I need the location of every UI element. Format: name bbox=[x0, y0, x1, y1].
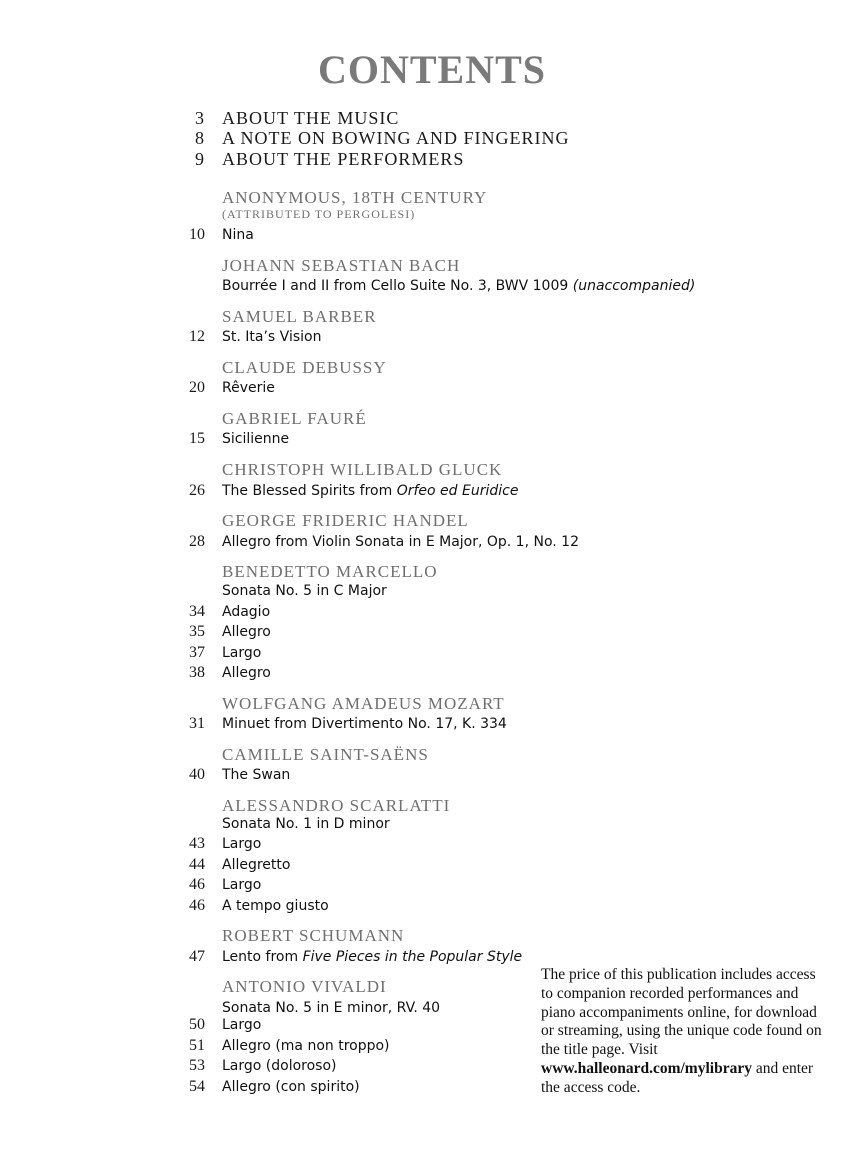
work-title: Sonata No. 5 in C Major bbox=[222, 583, 387, 599]
page-number: 47 bbox=[189, 948, 205, 965]
page-number: 15 bbox=[189, 430, 205, 447]
composer-name: ALESSANDRO SCARLATTI bbox=[222, 796, 451, 815]
piece-title: Largo (doloroso) bbox=[222, 1058, 337, 1074]
piece-title: Largo bbox=[222, 645, 262, 661]
piece-title: Adagio bbox=[222, 604, 271, 620]
piece-title: Allegro (ma non troppo) bbox=[222, 1038, 390, 1054]
composer-name: SAMUEL BARBER bbox=[222, 307, 377, 326]
piece-title: Nina bbox=[222, 227, 254, 243]
page-number: 34 bbox=[189, 603, 205, 620]
page-number: 43 bbox=[189, 835, 205, 852]
piece-title: Largo bbox=[222, 877, 262, 893]
piece-title: A tempo giusto bbox=[222, 898, 329, 914]
page-number: 10 bbox=[189, 226, 205, 243]
page-number: 12 bbox=[189, 328, 205, 345]
page-number: 35 bbox=[189, 623, 205, 640]
piece-title-italic: (unaccompanied) bbox=[572, 278, 696, 294]
page-number: 3 bbox=[195, 108, 205, 128]
entry-title: ABOUT THE MUSIC bbox=[222, 108, 400, 128]
page-number: 46 bbox=[189, 876, 205, 893]
piece-title: Allegro (con spirito) bbox=[222, 1079, 360, 1095]
composer-name: CAMILLE SAINT-SAËNS bbox=[222, 745, 429, 764]
composer-attribution: (ATTRIBUTED TO PERGOLESI) bbox=[222, 207, 416, 221]
piece-title: Minuet from Divertimento No. 17, K. 334 bbox=[222, 716, 507, 732]
piece-title: Bourrée I and II from Cello Suite No. 3, BWV 1009 bbox=[222, 278, 569, 294]
page-number: 8 bbox=[195, 128, 205, 148]
piece-title: Allegro from Violin Sonata in E Major, Op. 1, No. 12 bbox=[222, 534, 579, 550]
work-title: Sonata No. 5 in E minor, RV. 40 bbox=[222, 1000, 441, 1016]
page-number: 26 bbox=[189, 482, 205, 499]
piece-title: The Blessed Spirits from bbox=[222, 483, 393, 499]
composer-name: CLAUDE DEBUSSY bbox=[222, 358, 387, 377]
access-note-text: The price of this publication includes access to companion recorded performances and piano accompaniments online, for download or streaming, using the unique code found on the title page. Visit bbox=[541, 966, 822, 1059]
piece-title-italic: Orfeo ed Euridice bbox=[396, 483, 519, 499]
composer-name: BENEDETTO MARCELLO bbox=[222, 562, 438, 581]
page-number: 38 bbox=[189, 664, 205, 681]
piece-title: Allegro bbox=[222, 624, 271, 640]
page-number: 46 bbox=[189, 897, 205, 914]
access-note bbox=[541, 966, 831, 1098]
piece-title: The Swan bbox=[222, 767, 291, 783]
piece-title: Lento from bbox=[222, 949, 299, 965]
composer-name: GEORGE FRIDERIC HANDEL bbox=[222, 511, 469, 530]
page-number: 54 bbox=[189, 1078, 205, 1095]
composer-name: ROBERT SCHUMANN bbox=[222, 926, 405, 945]
entry-title: ABOUT THE PERFORMERS bbox=[222, 149, 465, 169]
piece-title: Largo bbox=[222, 836, 262, 852]
page-number: 37 bbox=[189, 644, 205, 661]
composer-name: GABRIEL FAURÉ bbox=[222, 409, 367, 428]
piece-title: Rêverie bbox=[222, 380, 275, 396]
page-number: 44 bbox=[189, 856, 205, 873]
page-number: 9 bbox=[195, 149, 205, 169]
composer-name: JOHANN SEBASTIAN BACH bbox=[222, 256, 461, 275]
page-number: 31 bbox=[189, 715, 205, 732]
piece-title-italic: Five Pieces in the Popular Style bbox=[302, 949, 523, 965]
work-title: Sonata No. 1 in D minor bbox=[222, 816, 390, 832]
entry-title: A NOTE ON BOWING AND FINGERING bbox=[222, 128, 570, 148]
page-number: 40 bbox=[189, 766, 205, 783]
page-title: CONTENTS bbox=[317, 47, 547, 92]
page-number: 53 bbox=[189, 1057, 205, 1074]
composer-name: ANTONIO VIVALDI bbox=[222, 977, 387, 996]
composer-name: CHRISTOPH WILLIBALD GLUCK bbox=[222, 460, 503, 479]
piece-title: Largo bbox=[222, 1017, 262, 1033]
piece-title: Allegro bbox=[222, 665, 271, 681]
page-number: 50 bbox=[189, 1016, 205, 1033]
piece-title: Sicilienne bbox=[222, 431, 290, 447]
composer-name: ANONYMOUS, 18TH CENTURY bbox=[222, 188, 488, 207]
access-note-suffix: and enter the access code. bbox=[541, 1059, 814, 1096]
piece-title: St. Ita’s Vision bbox=[222, 329, 322, 345]
library-url: www.halleonard.com/mylibrary bbox=[541, 1059, 752, 1077]
piece-title: Allegretto bbox=[222, 857, 291, 873]
page-number: 51 bbox=[189, 1037, 205, 1054]
page-number: 20 bbox=[189, 379, 205, 396]
composer-name: WOLFGANG AMADEUS MOZART bbox=[222, 694, 505, 713]
page-number: 28 bbox=[189, 533, 205, 550]
